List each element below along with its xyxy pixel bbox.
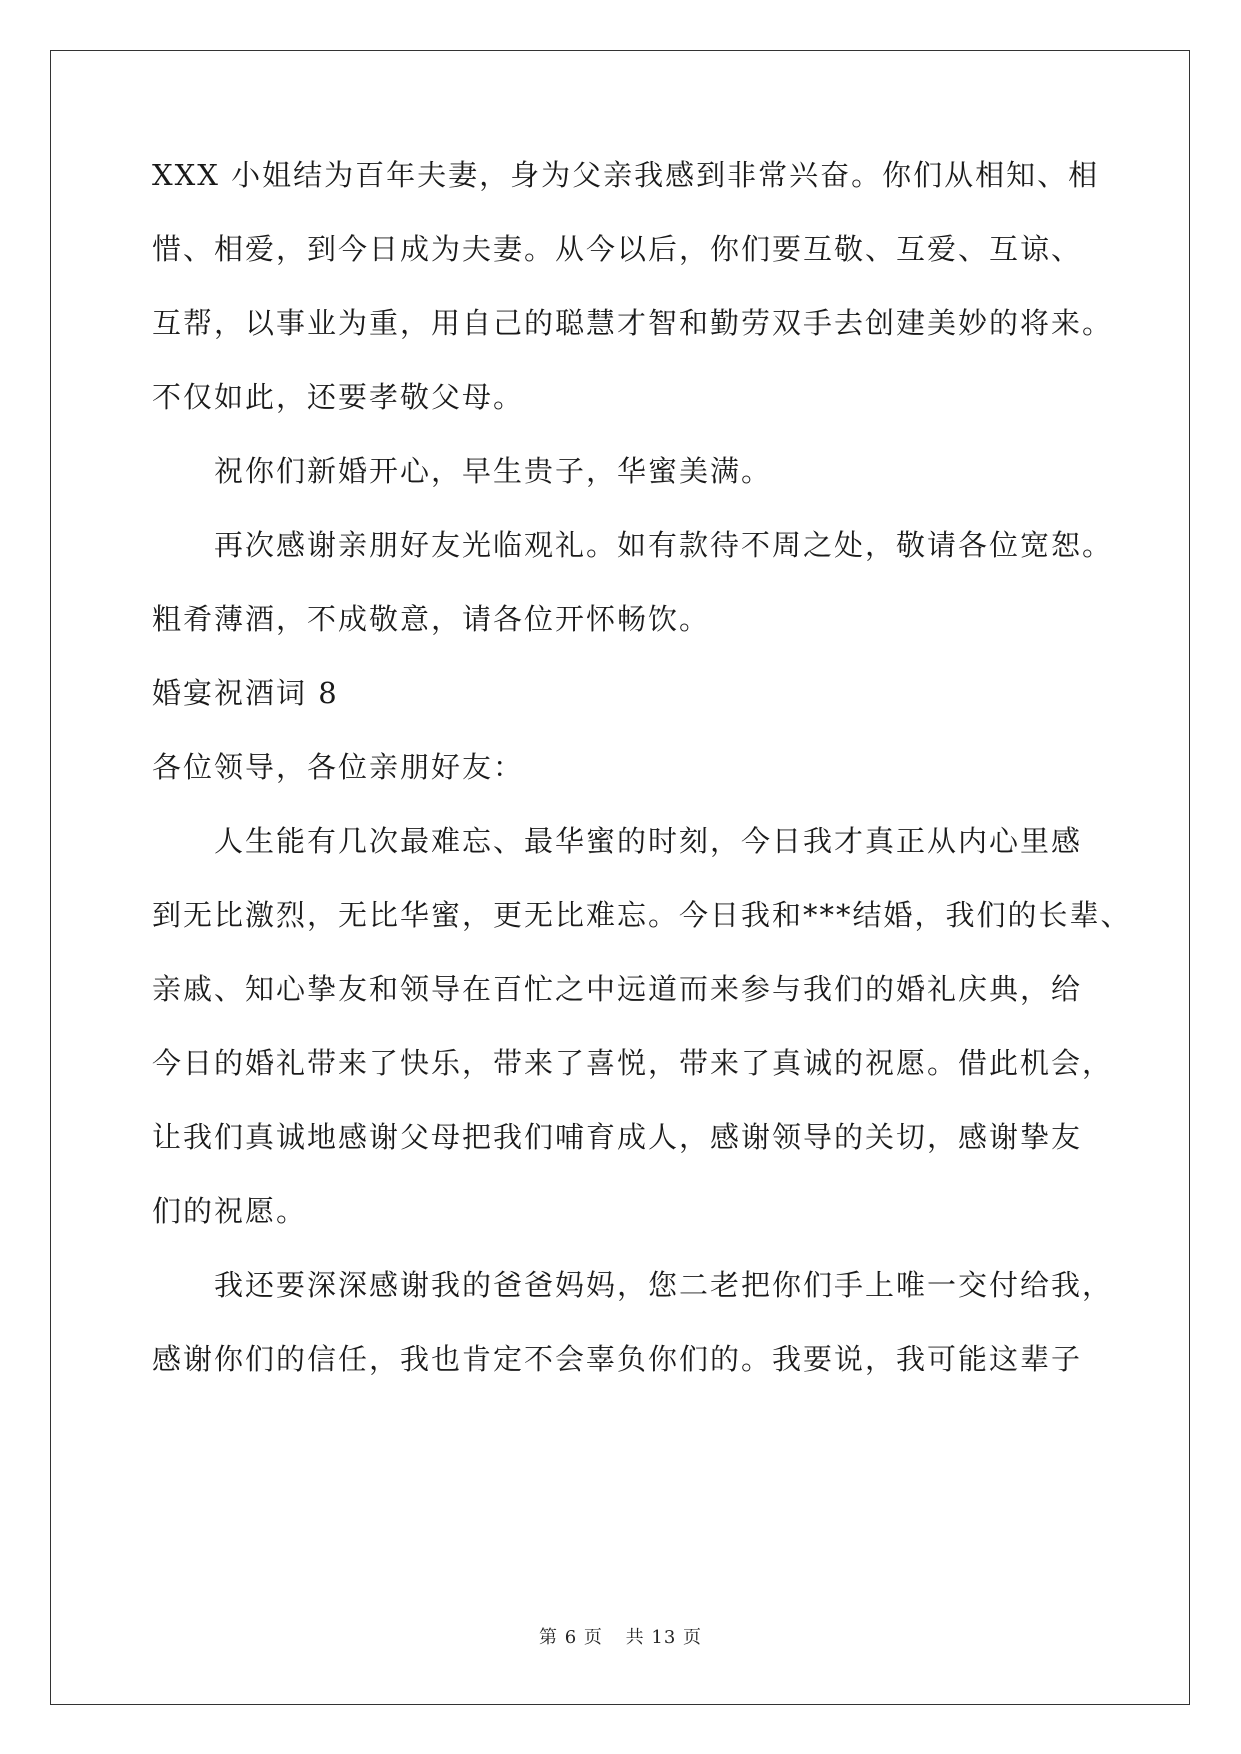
text-line: 人生能有几次最难忘、最华蜜的时刻，今日我才真正从内心里感 <box>214 824 1083 858</box>
text-line: 让我们真诚地感谢父母把我们哺育成人，感谢领导的关切，感谢挚友 <box>152 1120 1083 1154</box>
text-line: 们的祝愿。 <box>152 1194 308 1228</box>
text-line: 惜、相爱，到今日成为夫妻。从今以后，你们要互敬、互爱、互谅、 <box>152 232 1083 266</box>
text-line: 我还要深深感谢我的爸爸妈妈，您二老把你们手上唯一交付给我， <box>214 1268 1114 1302</box>
text-line: 互帮，以事业为重，用自己的聪慧才智和勤劳双手去创建美妙的将来。 <box>152 306 1114 340</box>
salutation: 各位领导，各位亲朋好友： <box>152 750 525 784</box>
text-line: 再次感谢亲朋好友光临观礼。如有款待不周之处，敬请各位宽恕。 <box>214 528 1114 562</box>
page-number: 第 6 页 <box>539 1627 603 1648</box>
text-line: 到无比激烈，无比华蜜，更无比难忘。今日我和***结婚，我们的长辈、 <box>152 898 1132 932</box>
text-line: 祝你们新婚开心，早生贵子，华蜜美满。 <box>214 454 773 488</box>
text-line: 亲戚、知心挚友和领导在百忙之中远道而来参与我们的婚礼庆典，给 <box>152 972 1083 1006</box>
section-heading: 婚宴祝酒词 8 <box>152 676 339 710</box>
text-line: 感谢你们的信任，我也肯定不会辜负你们的。我要说，我可能这辈子 <box>152 1342 1083 1376</box>
page-total: 共 13 页 <box>625 1627 702 1648</box>
page-footer <box>0 1626 1241 1650</box>
text-line: 今日的婚礼带来了快乐，带来了喜悦，带来了真诚的祝愿。借此机会， <box>152 1046 1114 1080</box>
text-line: 粗肴薄酒，不成敬意，请各位开怀畅饮。 <box>152 602 711 636</box>
text-line: XXX 小姐结为百年夫妻，身为父亲我感到非常兴奋。你们从相知、相 <box>152 158 1100 192</box>
page-border <box>50 50 1190 1705</box>
text-line: 不仅如此，还要孝敬父母。 <box>152 380 525 414</box>
